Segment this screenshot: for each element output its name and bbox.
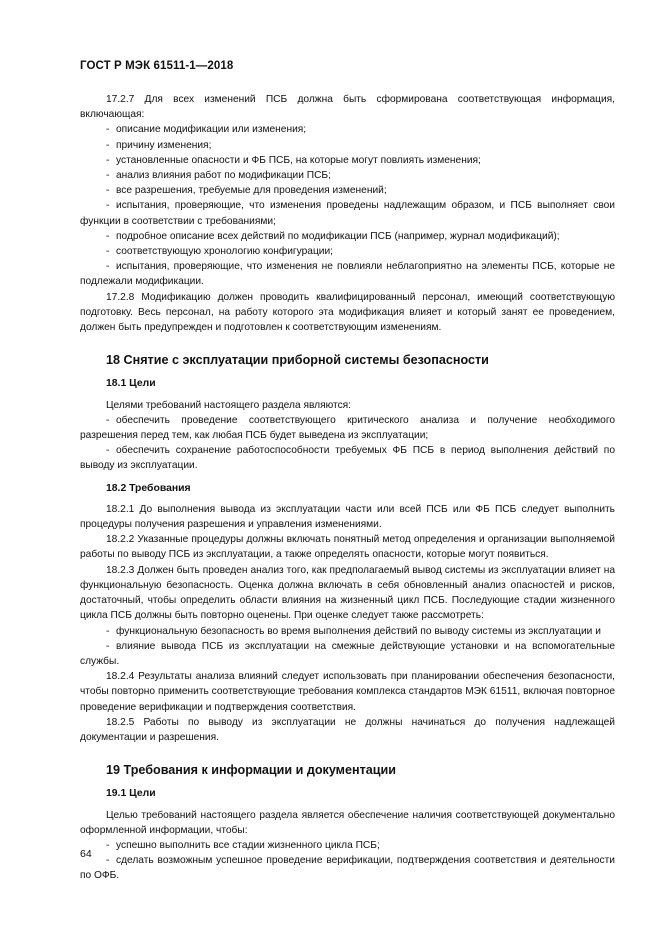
section-heading: 19 Требования к информации и документации [106, 763, 396, 778]
list-dash: - [106, 124, 110, 136]
list-item-text: соответствующую хронологию конфигурации; [116, 246, 334, 258]
list-dash: - [106, 640, 110, 652]
list-item [80, 138, 615, 153]
paragraph: 18.2.4 Результаты анализа влияний следует использовать при планировании обеспечения безопасности, чтобы повторно применить соответствующие требования комплекса стандартов МЭК 61511, включая повторное проведение верификации и подтверждения соответствия. [80, 671, 615, 713]
list-item [80, 624, 615, 639]
list-dash: - [106, 200, 110, 212]
subsection-heading: 19.1 Цели [106, 788, 156, 800]
list-item [80, 168, 615, 183]
list-item [80, 244, 615, 259]
page-number: 64 [80, 848, 92, 860]
subsection-heading: 18.1 Цели [106, 378, 156, 390]
list-item-text: описание модификации или изменения; [116, 124, 307, 136]
paragraph: Целью требований настоящего раздела является обеспечение наличия соответствующей документально оформленной информации, чтобы: [80, 809, 615, 836]
document-body [80, 92, 615, 884]
list-item-text: функциональную безопасность во время выполнения действий по выводу системы из эксплуатации и [116, 625, 601, 637]
list-dash: - [106, 414, 110, 426]
paragraph: 18.2.1 До выполнения вывода из эксплуатации части или всей ПСБ или ФБ ПСБ следует выполнить процедуры получения разрешения и управления изменениями. [80, 503, 615, 531]
list-item-text: испытания, проверяющие, что изменения не повлияли неблагоприятно на элементы ПСБ, которые не подлежали модификации. [80, 261, 615, 288]
list-item [80, 853, 615, 883]
list-item-text: все разрешения, требуемые для проведения изменений; [116, 185, 387, 197]
paragraph: 17.2.7 Для всех изменений ПСБ должна быть сформирована соответствующая информация, включающая: [80, 94, 615, 121]
list-dash: - [106, 445, 110, 457]
list-item [80, 639, 615, 669]
paragraph: 18.2.3 Должен быть проведен анализ того, как предполагаемый вывод системы из эксплуатации влияет на функциональную безопасность. Оценка должна включать в себя обновленный анализ опасностей и рисков, достаточный, чтобы определить области влияния на жизненный цикл ПСБ. Последующие стадии жизненного цикла ПСБ должны быть повторно оценены. При оценке следует также рассмотреть: [80, 564, 615, 622]
document-header: ГОСТ Р МЭК 61511-1—2018 [80, 60, 234, 72]
list-dash: - [106, 185, 110, 197]
list-item-text: причину изменения; [116, 139, 212, 151]
list-item-text: сделать возможным успешное проведение верификации, подтверждения соответствия и деятельности по ОФБ. [80, 855, 615, 882]
list-item-text: обеспечить проведение соответствующего критического анализа и получение необходимого разрешения перед тем, как любая ПСБ будет выведена из эксплуатации; [80, 414, 615, 442]
list-item-text: влияние вывода ПСБ из эксплуатации на смежные действующие установки и на вспомогательные службы. [80, 640, 615, 667]
list-dash: - [106, 154, 110, 166]
list-item [80, 229, 615, 244]
list-item-text: обеспечить сохранение работоспособности требуемых ФБ ПСБ в период выполнения действий по выводу из эксплуатации. [80, 445, 615, 472]
list-dash: - [106, 625, 110, 637]
list-item-text: успешно выполнить все стадии жизненного цикла ПСБ; [116, 839, 380, 851]
list-dash: - [106, 170, 110, 182]
list-dash: - [106, 839, 110, 851]
list-item [80, 413, 615, 443]
list-item [80, 153, 615, 168]
list-item [80, 838, 615, 853]
list-item-text: установленные опасности и ФБ ПСБ, на которые могут повлиять изменения; [116, 154, 481, 166]
list-item-text: подробное описание всех действий по модификации ПСБ (например, журнал модификаций); [116, 230, 560, 242]
subsection-heading: 18.2 Требования [106, 482, 191, 494]
list-item-text: испытания, проверяющие, что изменения проведены надлежащим образом, и ПСБ выполняет свои функции в соответствии с требованиями; [80, 200, 615, 227]
list-item-text: анализ влияния работ по модификации ПСБ; [116, 170, 331, 182]
list-item [80, 122, 615, 137]
section-heading: 18 Снятие с эксплуатации приборной системы безопасности [106, 353, 489, 368]
list-dash: - [106, 261, 110, 273]
list-item [80, 259, 615, 289]
paragraph: 18.2.2 Указанные процедуры должны включать понятный метод определения и организации выполняемой работы по выводу ПСБ из эксплуатации, а также определять опасности, которые могут появиться. [80, 534, 615, 561]
list-dash: - [106, 855, 110, 867]
paragraph: Целями требований настоящего раздела являются: [106, 399, 352, 411]
list-dash: - [106, 230, 110, 242]
list-item [80, 198, 615, 228]
list-dash: - [106, 139, 110, 151]
paragraph: 17.2.8 Модификацию должен проводить квалифицированный персонал, имеющий соответствующую подготовку. Весь персонал, на работу которого эта модификация влияет и который занят ее проведением, должен быть предупрежден и подготовлен к соответствующим изменениям. [80, 291, 615, 334]
paragraph: 18.2.5 Работы по выводу из эксплуатации не должны начинаться до получения надлежащей документации и разрешения. [80, 716, 615, 743]
list-dash: - [106, 246, 110, 258]
list-item [80, 443, 615, 473]
list-item [80, 183, 615, 198]
